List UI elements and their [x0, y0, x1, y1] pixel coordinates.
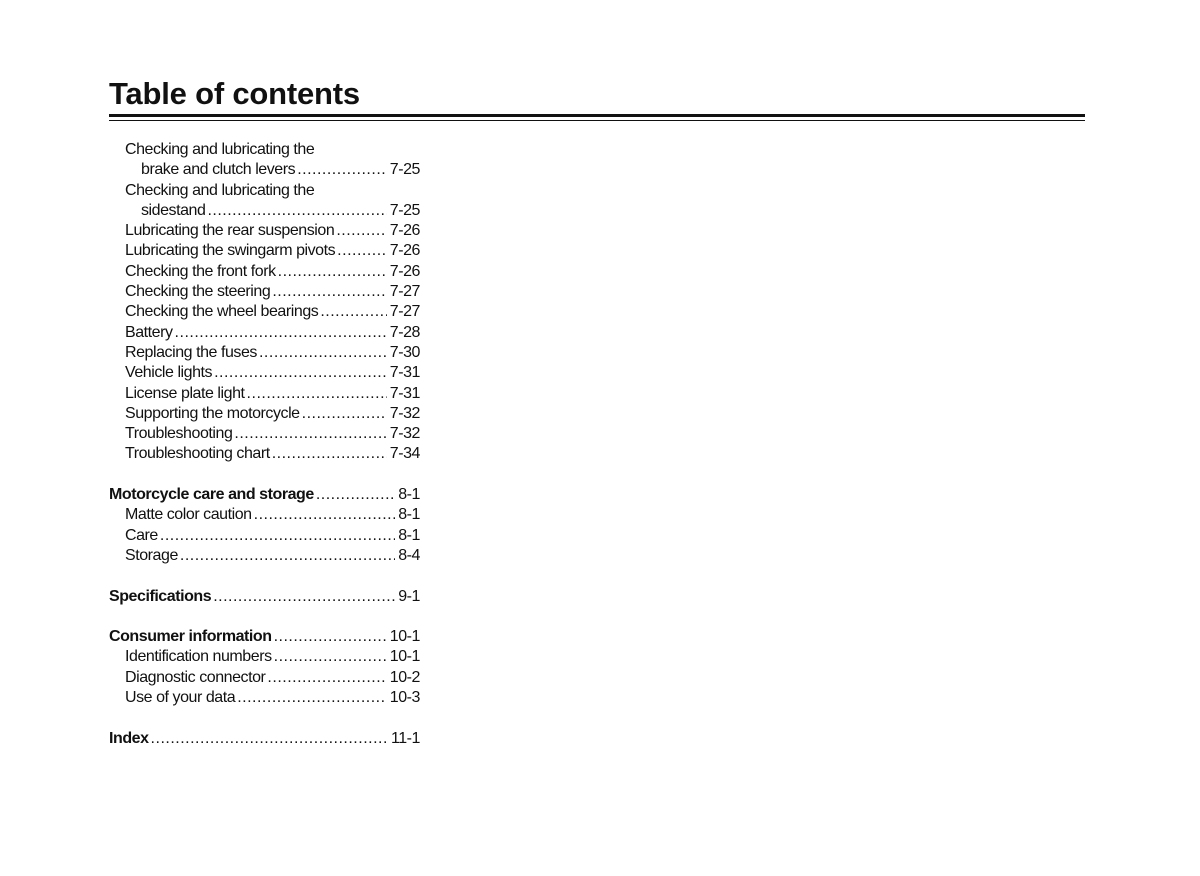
toc-section-title: Motorcycle care and storage [109, 486, 314, 504]
toc-entry[interactable] [109, 302, 420, 322]
toc-entry-title: Care [125, 526, 158, 544]
toc-entry[interactable] [109, 424, 420, 444]
toc-section[interactable] [109, 485, 420, 505]
toc-entry-title: Supporting the motorcycle [125, 404, 300, 422]
toc-entry-title: Checking and lubricating the [125, 181, 315, 199]
dot-leader [336, 221, 386, 241]
toc-entry-title: Checking and lubricating the [125, 141, 315, 158]
dot-leader [180, 546, 395, 566]
dot-leader [254, 505, 396, 525]
toc-entry[interactable] [109, 526, 420, 546]
page-number: 8-1 [398, 526, 420, 544]
page-number: 10-3 [389, 689, 420, 707]
dot-leader [320, 302, 386, 322]
page-number: 7-26 [389, 262, 420, 280]
dot-leader [175, 323, 387, 343]
dot-leader [237, 688, 387, 708]
dot-leader [267, 668, 386, 688]
toc-entry[interactable] [109, 262, 420, 282]
dot-leader [259, 343, 387, 363]
page-number: 7-32 [389, 425, 420, 443]
page-number: 10-1 [389, 628, 420, 646]
dot-leader [278, 262, 387, 282]
dot-leader [274, 647, 387, 667]
toc-entry-title: Vehicle lights [125, 364, 213, 382]
page-number: 7-28 [389, 323, 420, 341]
page-number: 7-31 [389, 384, 420, 402]
page-number: 7-27 [389, 303, 420, 321]
page-number: 8-1 [398, 506, 420, 524]
page-number: 7-30 [389, 343, 420, 361]
dot-leader [234, 424, 386, 444]
toc-entry-title: Checking the steering [125, 283, 271, 301]
toc-section-title: Specifications [109, 587, 212, 605]
dot-leader [151, 729, 388, 749]
dot-leader [207, 201, 386, 221]
toc-entry[interactable] [109, 384, 420, 404]
toc-entry-title: Lubricating the swingarm pivots [125, 242, 336, 260]
title-rule [109, 114, 1085, 121]
toc-entry-title: Troubleshooting chart [125, 445, 270, 463]
page-number: 10-1 [389, 648, 420, 666]
dot-leader [214, 363, 387, 383]
dot-leader [247, 384, 387, 404]
toc-section-title: Index [109, 729, 149, 747]
dot-leader [272, 444, 387, 464]
page-number: 7-25 [389, 161, 420, 179]
page-number: 7-27 [389, 283, 420, 301]
toc-entry-title: sidestand [141, 201, 206, 219]
toc-entry[interactable] [109, 343, 420, 363]
dot-leader [272, 282, 386, 302]
toc-entry-title: Battery [125, 323, 173, 341]
toc-entry-title: Matte color caution [125, 506, 252, 524]
toc-section-title: Consumer information [109, 628, 272, 646]
toc-entry[interactable] [109, 241, 420, 261]
dot-leader [213, 587, 395, 607]
toc-entry[interactable] [109, 404, 420, 424]
page-number: 7-34 [389, 445, 420, 463]
page-title: Table of contents [109, 76, 360, 111]
toc-entry[interactable] [109, 363, 420, 383]
toc-entry[interactable] [109, 201, 420, 221]
page-number: 10-2 [389, 668, 420, 686]
toc-entry[interactable] [109, 181, 420, 201]
toc-entry-title: License plate light [125, 384, 245, 402]
dot-leader [160, 526, 395, 546]
page-number: 8-1 [398, 486, 420, 504]
dot-leader [337, 241, 387, 261]
toc-section[interactable] [109, 587, 420, 607]
toc-entry-title: brake and clutch levers [141, 161, 296, 179]
toc-entry-title: Replacing the fuses [125, 343, 257, 361]
toc-entry-title: Diagnostic connector [125, 668, 266, 686]
toc-entry[interactable] [109, 546, 420, 566]
page-number: 7-26 [389, 242, 420, 260]
toc-entry-title: Checking the front fork [125, 262, 276, 280]
toc-entry-title: Storage [125, 546, 178, 564]
toc-entry[interactable] [109, 444, 420, 464]
page-number: 7-32 [389, 404, 420, 422]
toc-entry[interactable] [109, 668, 420, 688]
dot-leader [274, 627, 387, 647]
dot-leader [302, 404, 387, 424]
toc-entry-title: Use of your data [125, 689, 236, 707]
toc-entry[interactable] [109, 505, 420, 525]
toc-entry[interactable] [109, 221, 420, 241]
dot-leader [316, 485, 395, 505]
toc-list [109, 140, 420, 749]
toc-entry[interactable] [109, 323, 420, 343]
page-number: 7-25 [389, 201, 420, 219]
page-number: 7-26 [389, 222, 420, 240]
toc-section[interactable] [109, 729, 420, 749]
toc-entry-title: Checking the wheel bearings [125, 303, 319, 321]
toc-entry[interactable] [109, 160, 420, 180]
toc-entry[interactable] [109, 688, 420, 708]
toc-entry-title: Identification numbers [125, 648, 272, 666]
toc-entry-title: Troubleshooting [125, 425, 233, 443]
page-number: 11-1 [390, 729, 420, 747]
toc-entry-title: Lubricating the rear suspension [125, 222, 335, 240]
toc-entry[interactable] [109, 140, 420, 160]
toc-section[interactable] [109, 627, 420, 647]
toc-entry[interactable] [109, 282, 420, 302]
dot-leader [297, 160, 387, 180]
toc-entry[interactable] [109, 647, 420, 667]
page-number: 8-4 [398, 546, 420, 564]
page-number: 9-1 [398, 587, 420, 605]
page-number: 7-31 [389, 364, 420, 382]
